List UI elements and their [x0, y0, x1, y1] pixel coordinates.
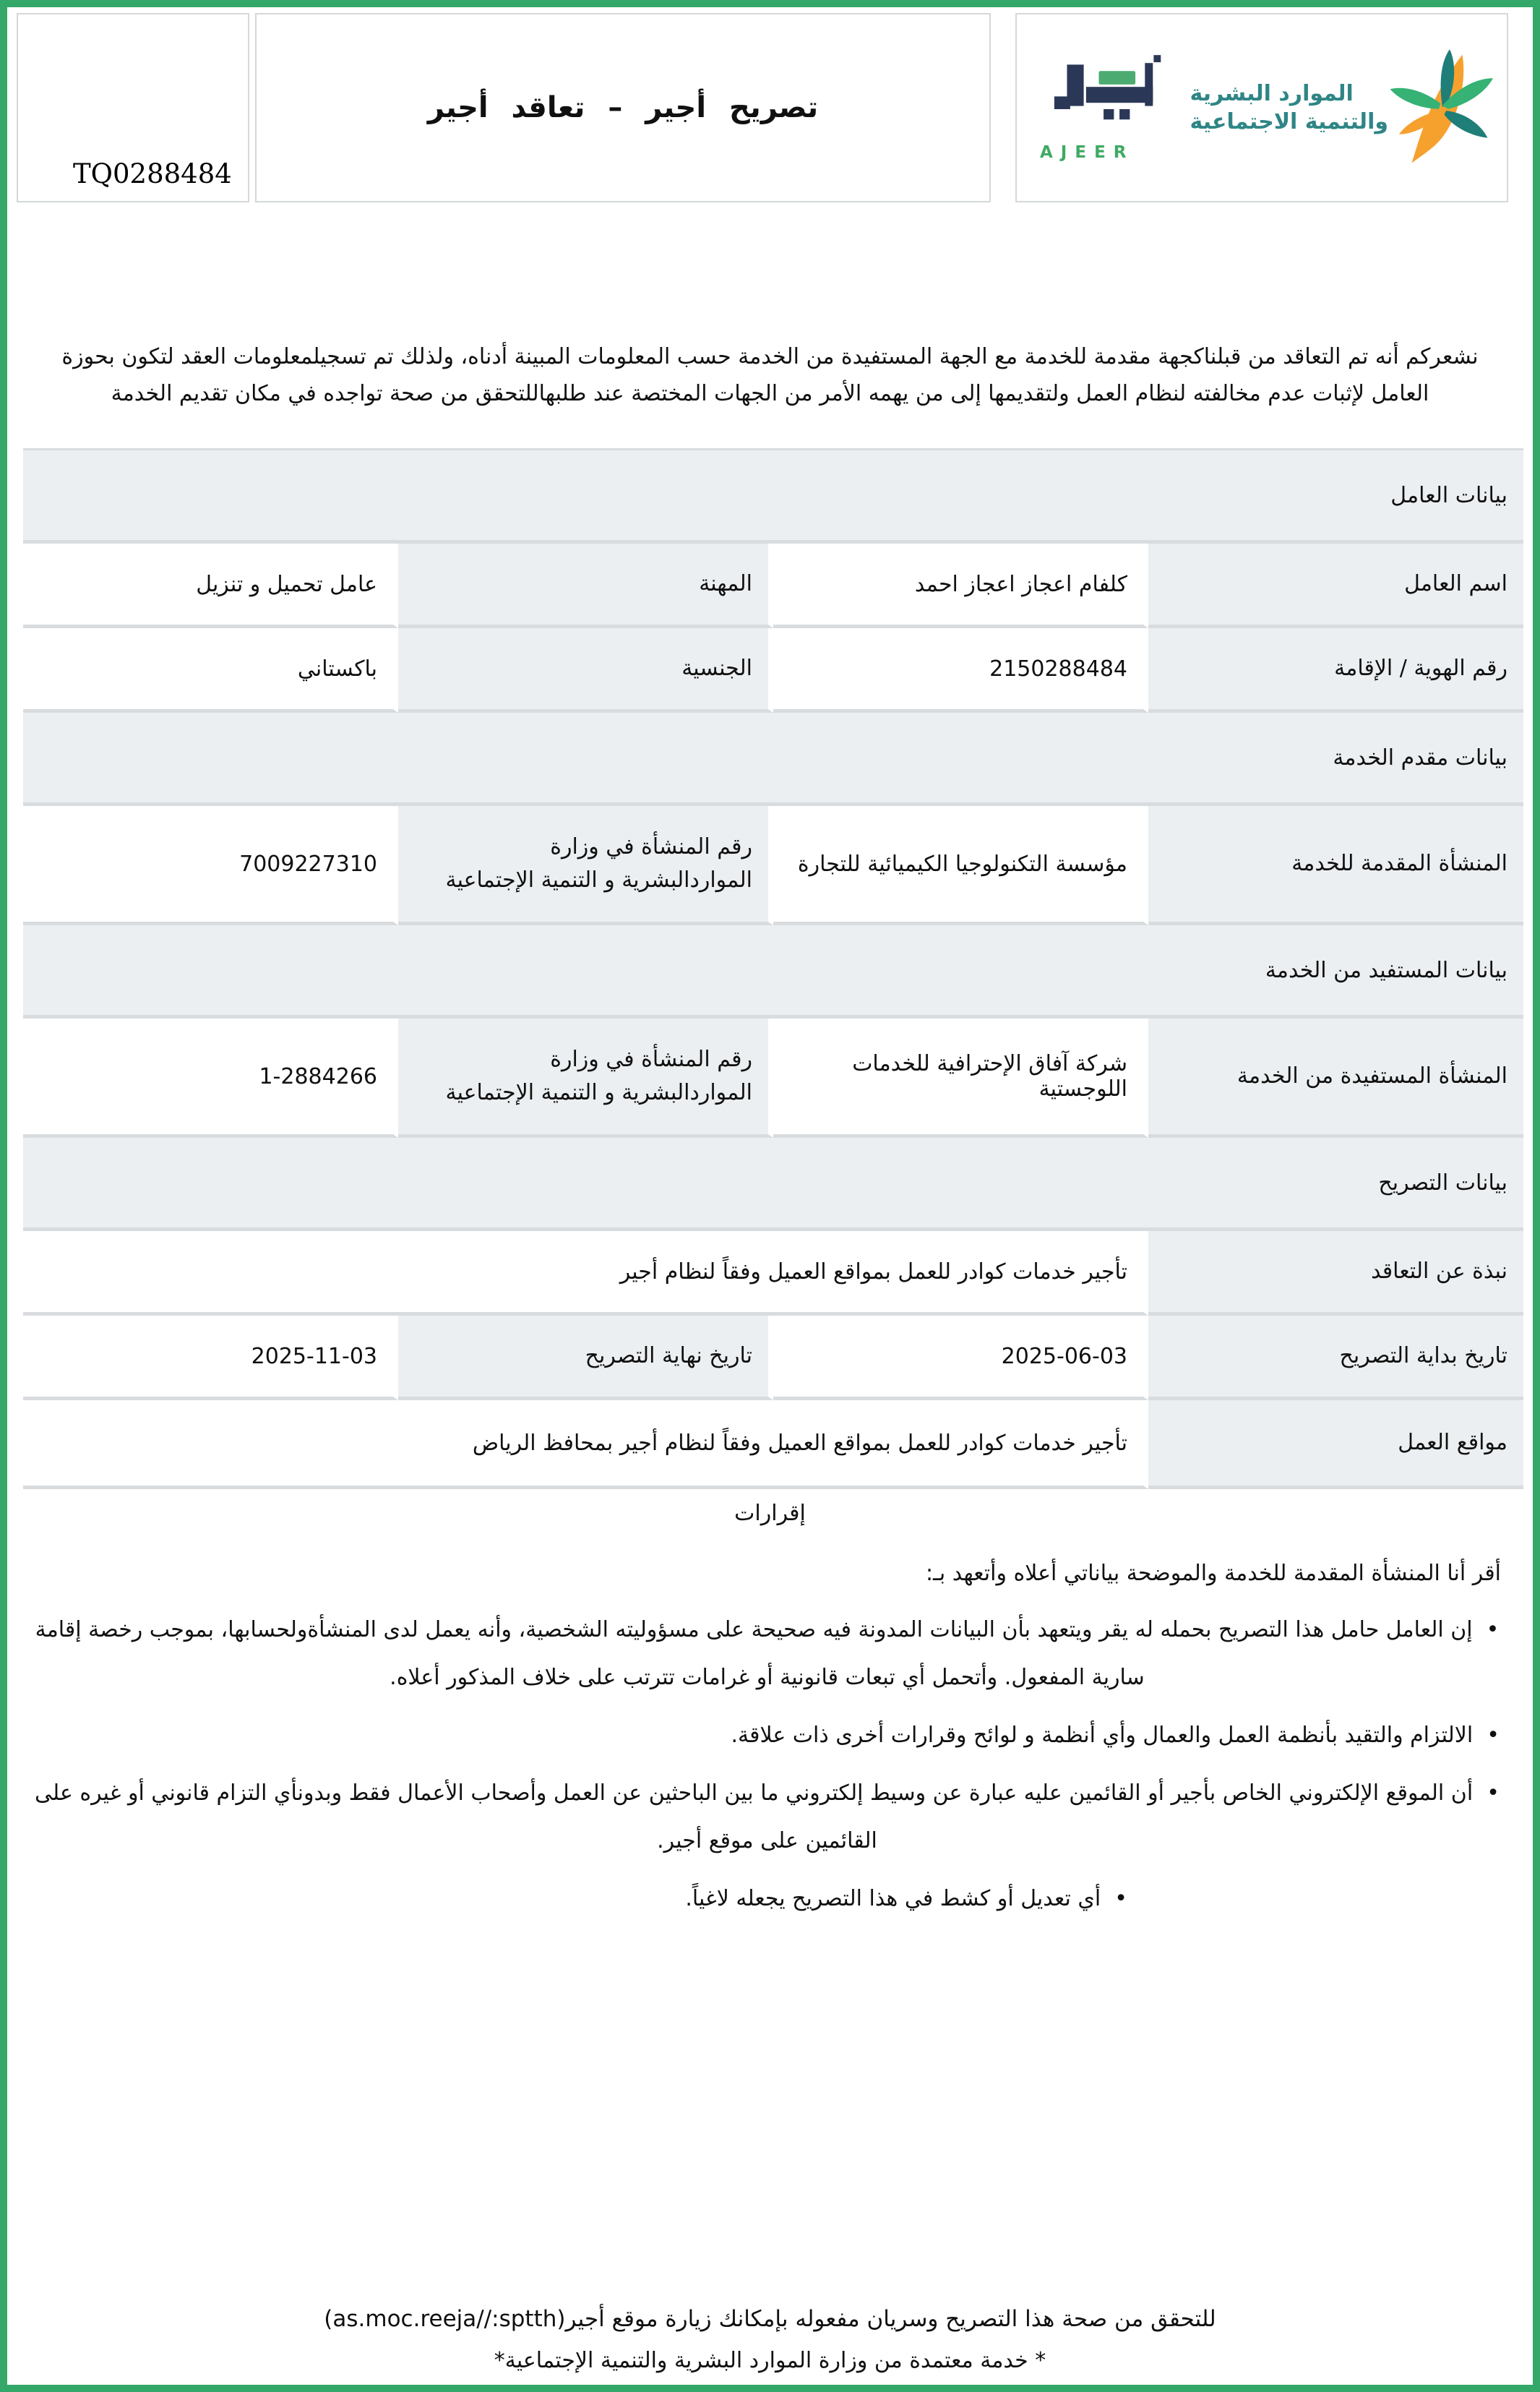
- beneficiary-mol-value: 1-2884266: [23, 1019, 398, 1138]
- footer-approved-text: * خدمة معتمدة من وزارة الموارد البشرية والتنمية الإجتماعية*: [494, 2348, 1046, 2373]
- nationality-label: الجنسية: [398, 628, 773, 713]
- ministry-logo-line2: والتنمية الاجتماعية: [1190, 109, 1388, 134]
- provider-est-value: مؤسسة التكنولوجيا الكيميائية للتجارة: [773, 806, 1148, 925]
- permit-number: TQ0288484: [73, 158, 232, 189]
- permit-dates-row: [23, 1316, 1523, 1400]
- id-label: رقم الهوية / الإقامة: [1148, 628, 1523, 713]
- footer: [7, 2306, 1533, 2385]
- permit-number-box: [17, 13, 249, 202]
- provider-mol-value: 7009227310: [23, 806, 398, 925]
- worker-name-label: اسم العامل: [1148, 544, 1523, 628]
- nationality-value: باكستاني: [23, 628, 398, 713]
- contract-about-row: [23, 1231, 1523, 1316]
- ministry-logo-line1: الموارد البشرية: [1190, 81, 1354, 106]
- contract-about-value: تأجير خدمات كوادر للعمل بمواقع العميل وفقاً لنظام أجير: [23, 1231, 1148, 1316]
- beneficiary-est-label: المنشأة المستفيدة من الخدمة: [1148, 1019, 1523, 1138]
- provider-row: [23, 806, 1523, 925]
- declaration-item: • أن الموقع الإلكتروني الخاص بأجير أو القائمين عليه عبارة عن وسيط إلكتروني ما بين الباحثين عن العمل وأصحاب الأعمال فقط وبدونأي التزام قانوني أو غيره على القائمين على موقع أجير.: [35, 1770, 1500, 1865]
- declarations-list: [35, 1606, 1505, 1923]
- worker-section-title: بيانات العامل: [23, 448, 1523, 544]
- worker-name-row: [23, 544, 1523, 628]
- provider-mol-label: رقم المنشأة في وزارة المواردالبشرية و التنمية الإجتماعية: [398, 806, 773, 925]
- ministry-palm-icon: [1388, 46, 1497, 170]
- provider-section-header-row: [23, 713, 1523, 806]
- declaration-item: • الالتزام والتقيد بأنظمة العمل والعمال وأي أنظمة و لوائح وقرارات أخرى ذات علاقة.: [35, 1712, 1500, 1759]
- id-value: 2150288484: [773, 628, 1148, 713]
- end-date-label: تاريخ نهاية التصريح: [398, 1316, 773, 1400]
- beneficiary-mol-label: رقم المنشأة في وزارة المواردالبشرية و التنمية الإجتماعية: [398, 1019, 773, 1138]
- beneficiary-section-title: بيانات المستفيد من الخدمة: [23, 925, 1523, 1019]
- start-date-value: 2025-06-03: [773, 1316, 1148, 1400]
- beneficiary-section-header-row: [23, 925, 1523, 1019]
- declaration-item: • أي تعديل أو كشط في هذا التصريح يجعله لاغياً.: [35, 1875, 1500, 1923]
- ajeer-wordmark-icon: [1037, 53, 1184, 136]
- footer-verify-text: للتحقق من صحة هذا التصريح وسريان مفعوله بإمكانك زيارة موقع أجير(as.moc.reeja//:sptth): [324, 2306, 1216, 2332]
- ajeer-logo: [1037, 53, 1184, 162]
- worker-section-header-row: [23, 448, 1523, 544]
- declaration-item: • إن العامل حامل هذا التصريح بحمله له يقر ويتعهد بأن البيانات المدونة فيه صحيحة على مسؤوليته الشخصية، وأنه يعمل لدى المنشأةولحسابها، بموجب رخصة إقامة سارية المفعول. وأتحمل أي تبعات قانونية أو غرامات تترتب على خلاف المذكور أعلاه.: [35, 1606, 1500, 1702]
- declarations-title: إقرارات: [734, 1501, 806, 1526]
- work-locations-label: مواقع العمل: [1148, 1400, 1523, 1489]
- worker-id-row: [23, 628, 1523, 713]
- provider-est-label: المنشأة المقدمة للخدمة: [1148, 806, 1523, 925]
- work-locations-row: [23, 1400, 1523, 1489]
- contract-about-label: نبذة عن التعاقد: [1148, 1231, 1523, 1316]
- intro-paragraph: نشعركم أنه تم التعاقد من قبلناكجهة مقدمة للخدمة مع الجهة المستفيدة من الخدمة حسب المعلومات المبينة أدناه، ولذلك تم تسجيلمعلومات العقد لتكون بحوزة العامل لإثبات عدم مخالفته لنظام العمل ولتقديمها إلى من يهمه الأمر من الجهات المختصة عند طلبهاللتحقق من صحة تواجده في مكان تقديم الخدمة: [61, 344, 1479, 406]
- ajeer-logo-latin: AJEER: [1040, 143, 1135, 162]
- profession-label: المهنة: [398, 544, 773, 628]
- profession-value: عامل تحميل و تنزيل: [23, 544, 398, 628]
- ministry-logo-text: [1190, 80, 1388, 136]
- permit-section-header-row: [23, 1138, 1523, 1231]
- permit-section-title: بيانات التصريح: [23, 1138, 1523, 1231]
- permit-table: [23, 448, 1523, 1489]
- work-locations-value: تأجير خدمات كوادر للعمل بمواقع العميل وفقاً لنظام أجير بمحافظ الرياض: [23, 1400, 1148, 1489]
- end-date-value: 2025-11-03: [23, 1316, 398, 1400]
- declarations-intro: أقر أنا المنشأة المقدمة للخدمة والموضحة بياناتي أعلاه وأتعهد بـ:: [925, 1561, 1501, 1586]
- header: [17, 13, 1508, 202]
- declarations-section: [7, 1489, 1533, 1933]
- page-title: تصريح أجير – تعاقد أجير: [427, 91, 819, 124]
- logos-box: [1015, 13, 1508, 202]
- worker-name-value: كلفام اعجاز اعجاز احمد: [773, 544, 1148, 628]
- ministry-logo: [1186, 46, 1497, 170]
- provider-section-title: بيانات مقدم الخدمة: [23, 713, 1523, 806]
- start-date-label: تاريخ بداية التصريح: [1148, 1316, 1523, 1400]
- title-box: [255, 13, 991, 202]
- beneficiary-row: [23, 1019, 1523, 1138]
- beneficiary-est-value: شركة آفاق الإحترافية للخدمات اللوجستية: [773, 1019, 1148, 1138]
